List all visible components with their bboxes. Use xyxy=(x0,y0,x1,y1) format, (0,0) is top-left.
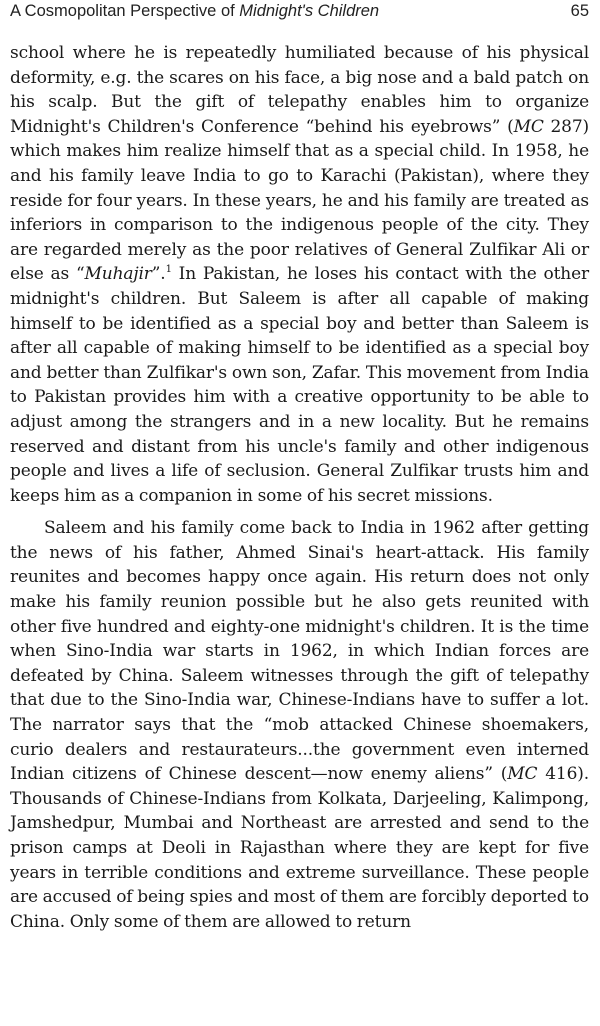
running-head-title-prefix: A Cosmopolitan Perspective of xyxy=(10,2,240,20)
p1-segment-1: school where he is repeatedly humiliated because of his physical deformity, e.g. the scares on his face, a big nose and a bald patch on his scalp. But the gift of telepathy enables him to organize Midnight's Children's Conference “behind his eyebrows” ( xyxy=(10,43,589,137)
p1-segment-4: In Pakistan, he loses his contact with the other midnight's children. But Saleem is after all capable of making himself to be identified as a special boy and better than Saleem is after all capable of making himself to be identified as a special boy and better than Zulfikar's own son, Zafar. This movement from India to Pakistan provides him with a creative opportunity to be able to adjust among the strangers and in a new locality. But he remains reserved and distant from his uncle's family and other indigenous people and lives a life of seclusion. General Zulfikar trusts him and keeps him as a companion in some of his secret missions. xyxy=(10,264,589,506)
p1-segment-2: 287) which makes him realize himself that as a special child. In 1958, he and his family leave India to go to Karachi (Pakistan), where they reside for four years. In these years, he and his family are treated as inferiors in comparison to the indigenous people of the city. They are regarded merely as the poor relatives of General Zulfikar Ali or else as “ xyxy=(10,116,589,285)
footnote-marker: 1 xyxy=(165,264,172,276)
p2-segment-1: Saleem and his family come back to India in 1962 after getting the news of his father, Ahmed Sinai's heart-attack. His family reunites and becomes happy once again. His return does not only make his family reunion possible but he also gets reunited with other five hundred and eighty-one midnight's children. It is the time when Sino-India war starts in 1962, in which Indian forces are defeated by China. Saleem witnesses through the gift of telepathy that due to the Sino-India war, Chinese-Indians have to suffer a lot. The narrator says that the “mob attacked Chinese shoemakers, curio dealers and restaurateurs...the government even interned Indian citizens of Chinese descent—now enemy aliens” ( xyxy=(10,518,589,785)
paragraph-2 xyxy=(10,516,589,934)
body-text xyxy=(10,41,589,934)
muhajir-term: Muhajir xyxy=(84,264,152,285)
p2-segment-2: 416). Thousands of Chinese-Indians from Kolkata, Darjeeling, Kalimpong, Jamshedpur, Mumbai and Northeast are arrested and send to the prison camps at Deoli in Rajasthan where they are kept for five years in terrible conditions and extreme surveillance. These people are accused of being spies and most of them are forcibly deported to China. Only some of them are allowed to return xyxy=(10,764,589,932)
page-number: 65 xyxy=(570,2,589,20)
running-head xyxy=(10,0,589,30)
running-head-title-italic: Midnight's Children xyxy=(239,2,380,20)
mc-citation-2: MC xyxy=(507,764,538,785)
running-head-title xyxy=(10,2,379,21)
p1-segment-3: ”. xyxy=(151,264,166,285)
mc-citation-1: MC xyxy=(513,116,544,137)
paragraph-1 xyxy=(10,41,589,508)
